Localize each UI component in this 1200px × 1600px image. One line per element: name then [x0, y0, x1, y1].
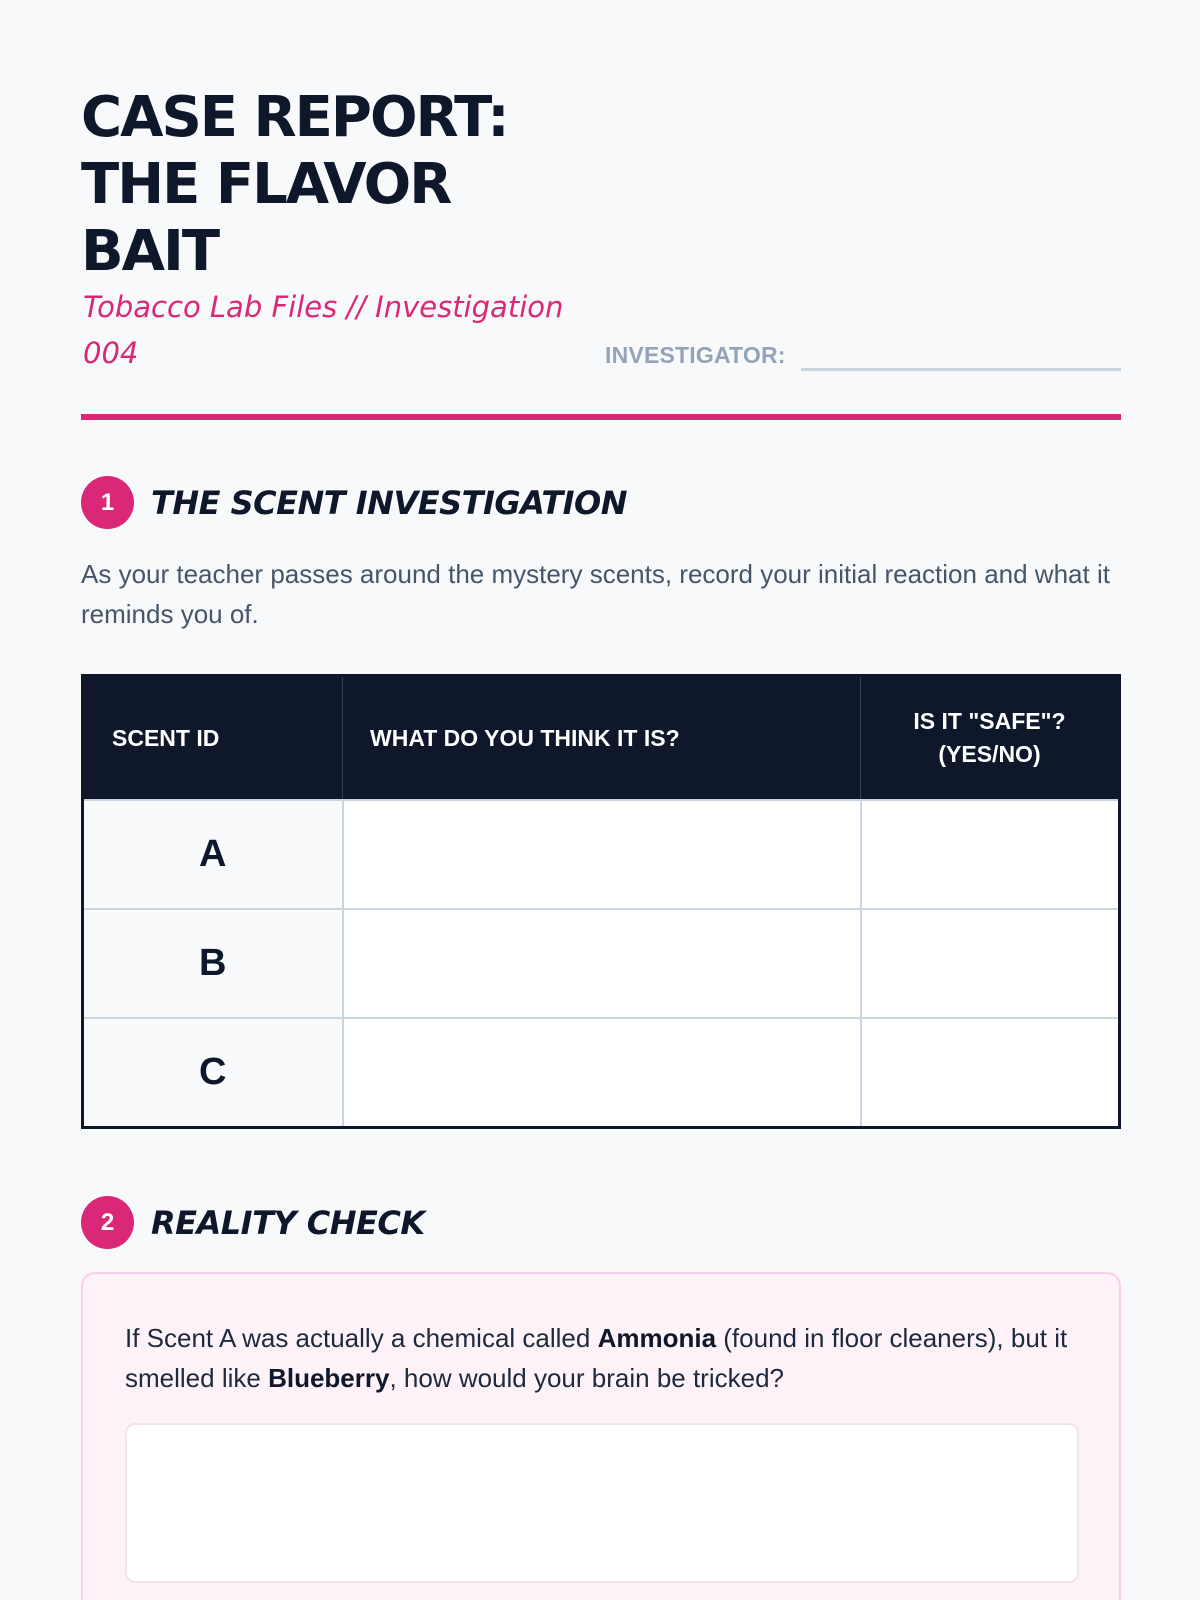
- guess-cell[interactable]: [343, 800, 861, 909]
- scent-id-cell: A: [83, 800, 343, 909]
- table-row: [83, 1018, 1120, 1128]
- question-text-3: , how would your brain be tricked?: [389, 1363, 784, 1393]
- scent-table: [81, 674, 1121, 1129]
- table-header-row: [83, 676, 1120, 801]
- header-scent-id: SCENT ID: [83, 676, 343, 801]
- scent-id-cell: B: [83, 909, 343, 1018]
- section-1-number-badge: 1: [81, 476, 134, 529]
- section-2-title: REALITY CHECK: [151, 1203, 425, 1242]
- header-divider: [81, 414, 1121, 420]
- question-text-1: If Scent A was actually a chemical called: [125, 1323, 598, 1353]
- investigator-input-line[interactable]: [801, 336, 1121, 371]
- investigator-label: INVESTIGATOR:: [605, 342, 786, 368]
- investigator-field: [605, 336, 1121, 371]
- reality-check-box: [81, 1272, 1121, 1600]
- title-line-3: BAIT: [81, 219, 219, 284]
- scent-id-cell: C: [83, 1018, 343, 1128]
- safe-cell[interactable]: [861, 1018, 1120, 1128]
- guess-cell[interactable]: [343, 1018, 861, 1128]
- section-1-title: THE SCENT INVESTIGATION: [151, 483, 628, 522]
- header-is-it-safe: IS IT "SAFE"? (YES/NO): [861, 676, 1120, 801]
- reality-check-question: [125, 1318, 1085, 1398]
- reality-check-answer-box[interactable]: [125, 1423, 1079, 1583]
- question-text-2: (found in floor cleaners), but it smelled like: [125, 1323, 1068, 1393]
- guess-cell[interactable]: [343, 909, 861, 1018]
- table-row: [83, 909, 1120, 1018]
- question-chemical: Ammonia: [597, 1323, 717, 1353]
- header-what-is-it: WHAT DO YOU THINK IT IS?: [343, 676, 861, 801]
- page-title: [81, 84, 601, 285]
- section-2-heading: [81, 1196, 425, 1249]
- safe-cell[interactable]: [861, 909, 1120, 1018]
- table-row: [83, 800, 1120, 909]
- section-2-number-badge: 2: [81, 1196, 134, 1249]
- title-line-1: CASE REPORT:: [81, 85, 508, 150]
- subtitle: Tobacco Lab Files // Investigation 004: [83, 290, 564, 370]
- safe-cell[interactable]: [861, 800, 1120, 909]
- question-flavor: Blueberry: [268, 1363, 390, 1393]
- title-line-2: THE FLAVOR: [81, 152, 451, 217]
- section-1-instructions: As your teacher passes around the mystery scents, record your initial reaction and what it reminds you of.: [81, 559, 1110, 629]
- section-1-heading: [81, 476, 627, 529]
